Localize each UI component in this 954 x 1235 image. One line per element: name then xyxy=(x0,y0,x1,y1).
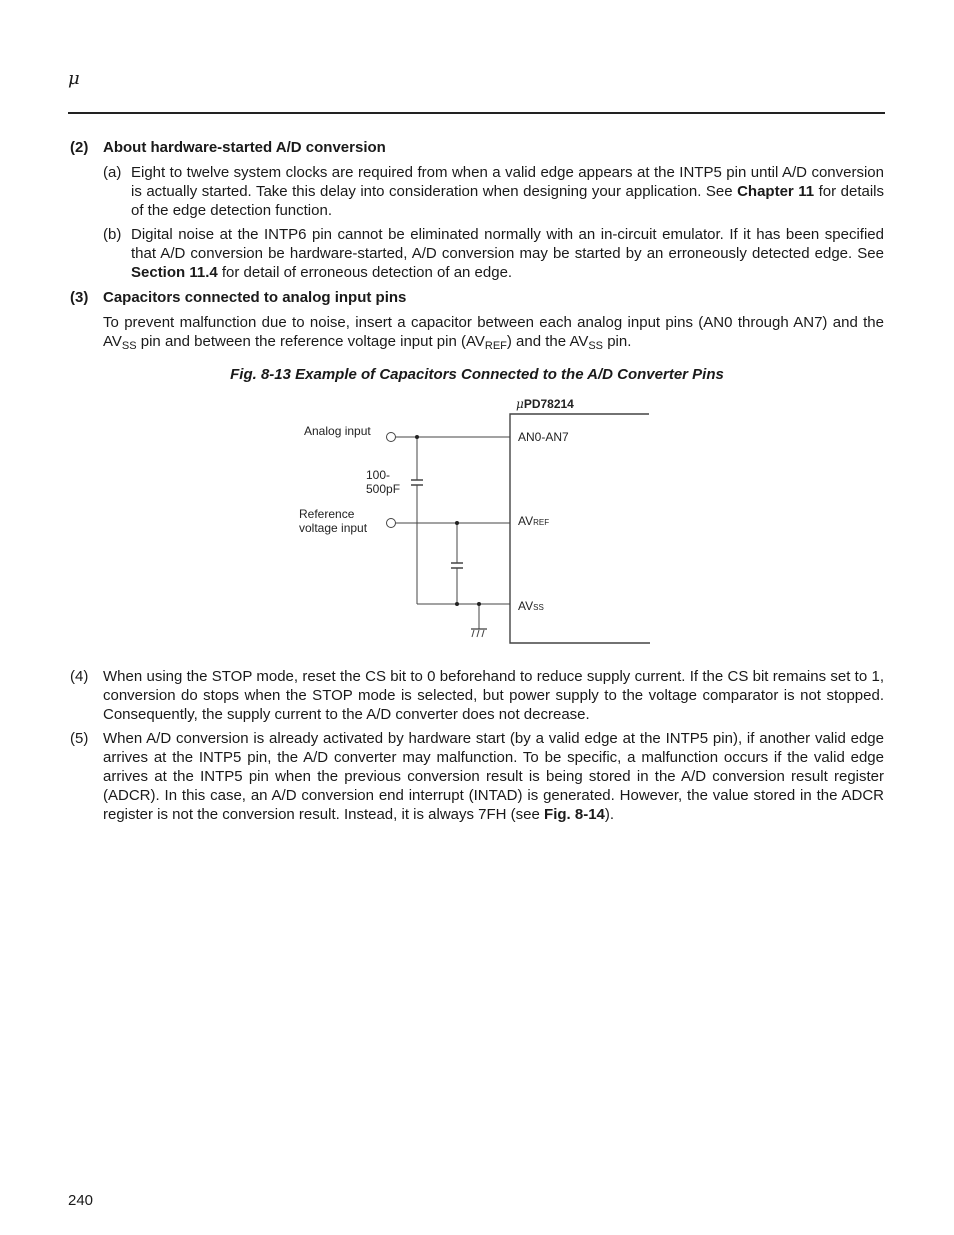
section-3-title: Capacitors connected to analog input pins xyxy=(103,289,407,306)
section-3-number: (3) xyxy=(70,289,89,306)
section-5-number: (5) xyxy=(70,730,89,747)
item-a-text-part: for details of the edge detection function. xyxy=(131,183,885,219)
junction-dot xyxy=(415,435,419,439)
section-2-number: (2) xyxy=(70,139,89,156)
subscript-ref: REF xyxy=(484,340,507,352)
ground-hatch xyxy=(472,630,474,637)
pin-an0-an7-label: AN0-AN7 xyxy=(518,430,569,444)
page-number: 240 xyxy=(68,1192,94,1209)
chip-label xyxy=(516,397,574,411)
section-5-text-part: When A/D conversion is already activated by hardware start (by a valid edge at the INTP5 pin), if another valid edge arrives at the INTP5 pin, the A/D converter may malfunction. To be specific, a malfunction occurs if the valid edge arrives at the INTP5 pin when the previous conversion result is being stored in the A/D conversion result register (ADCR). In this case, an A/D conversion end interrupt (INTAD) is generated. However, the value stored in the ADCR register is not the conversion result. Instead, it is always 7FH (see xyxy=(103,730,884,823)
analog-input-label: Analog input xyxy=(304,424,371,438)
pin-avref-sub: REF xyxy=(533,518,550,527)
section-4-text: When using the STOP mode, reset the CS bit to 0 beforehand to reduce supply current. If the CS bit remains set to 1, conversion do stops when the STOP mode is selected, but power supply to the voltage comparator is not stopped. Consequently, the supply current to the A/D converter does not decrease. xyxy=(103,668,884,723)
header-mu-mark: μ xyxy=(68,68,80,89)
capacitor-value-label: 500pF xyxy=(366,482,401,496)
reference-input-terminal xyxy=(387,519,396,528)
pin-avref-label xyxy=(518,514,549,528)
section-11-4-reference: Section 11.4 xyxy=(131,264,218,281)
junction-dot xyxy=(477,602,481,606)
item-a-text-part: Eight to twelve system clocks are required from when a valid edge appears at the INTP5 pin until A/D conversion is actually started. Take this delay into consideration when designing your application. See xyxy=(131,164,884,200)
analog-input-terminal xyxy=(387,433,396,442)
section-5-text xyxy=(103,729,884,824)
pin-avss-sub: SS xyxy=(533,603,544,612)
item-b-text-part: Digital noise at the INTP6 pin cannot be eliminated normally with an in-circuit emulator. If it has been specified that A/D conversion be hardware-started, A/D conversion may be started by an erroneously detected edge. See xyxy=(131,226,884,262)
pin-avref-main: AV xyxy=(518,514,534,528)
para-text: pin. xyxy=(603,333,632,350)
capacitor-value-label: 100- xyxy=(366,468,391,482)
ground-hatch xyxy=(477,630,479,637)
section-5-text-part: ). xyxy=(604,806,615,823)
item-b-label: (b) xyxy=(103,226,122,243)
para-text: pin and between the reference voltage input pin (AV xyxy=(136,333,485,350)
item-b-text-part: for detail of erroneous detection of an edge. xyxy=(217,264,513,281)
chapter-11-reference: Chapter 11 xyxy=(737,183,815,200)
reference-input-label: voltage input xyxy=(299,521,368,535)
pin-avss-label xyxy=(518,599,544,613)
chip-name: PD78214 xyxy=(523,397,574,411)
section-2-title: About hardware-started A/D conversion xyxy=(103,139,386,156)
para-text: ) and the AV xyxy=(506,333,589,350)
para-text: To prevent malfunction due to noise, insert a capacitor between each analog input pins (AN0 through AN7) and the AV xyxy=(103,314,884,350)
figure-caption: Fig. 8-13 Example of Capacitors Connected to the A/D Converter Pins xyxy=(230,366,724,383)
ground-hatch xyxy=(482,630,484,637)
section-4-number: (4) xyxy=(70,668,89,685)
fig-8-14-reference: Fig. 8-14 xyxy=(544,806,605,823)
reference-input-label: Reference xyxy=(299,507,355,521)
pin-avss-main: AV xyxy=(518,599,534,613)
subscript-ss: SS xyxy=(588,340,604,352)
chip-mu-prefix: μ xyxy=(516,397,524,411)
subscript-ss: SS xyxy=(121,340,137,352)
item-a-label: (a) xyxy=(103,164,122,181)
junction-dot xyxy=(455,521,459,525)
junction-dot xyxy=(455,602,459,606)
